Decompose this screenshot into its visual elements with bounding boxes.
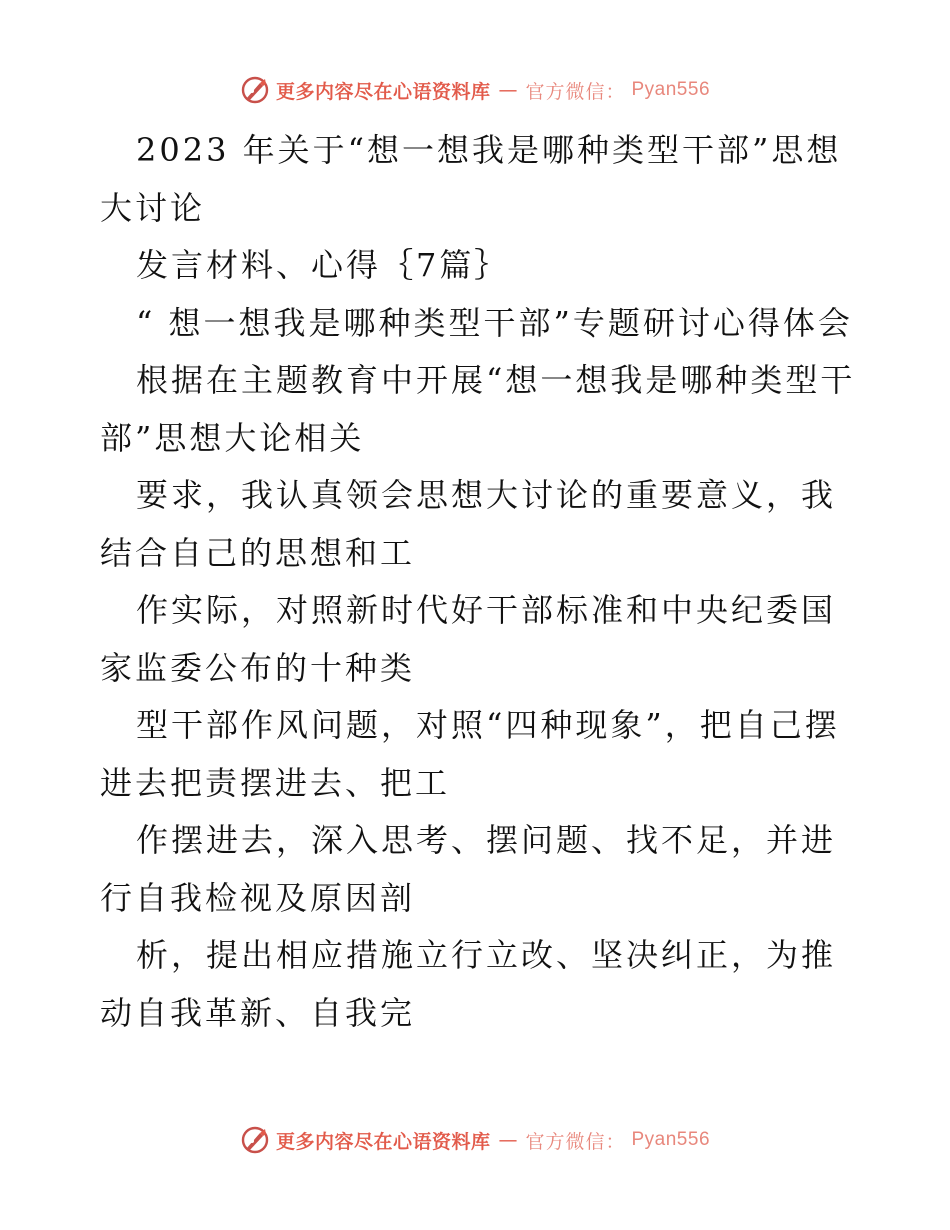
header-wechat-id: Pyan556 <box>631 79 711 100</box>
quill-pen-logo-icon <box>240 75 270 105</box>
doc-paragraph: 析，提出相应措施立行立改、坚决纠正，为推动自我革新、自我完 <box>100 936 837 1032</box>
footer-wechat-label: 官方微信： <box>525 1130 626 1153</box>
doc-paragraph: 作实际，对照新时代好干部标准和中央纪委国家监委公布的十种类 <box>100 591 837 687</box>
footer-banner <box>0 1120 950 1160</box>
footer-wechat-id: Pyan556 <box>631 1129 711 1150</box>
header-banner-inner <box>240 75 710 105</box>
doc-paragraph: 要求，我认真领会思想大讨论的重要意义，我结合自己的思想和工 <box>100 476 837 572</box>
doc-paragraph: 根据在主题教育中开展“想一想我是哪种类型干部”思想大论相关 <box>100 361 856 457</box>
doc-title-line: 2023 年关于“想一想我是哪种类型干部”思想大讨论 <box>100 131 842 227</box>
quill-pen-logo-icon <box>240 1125 270 1155</box>
doc-section-heading: “ 想一想我是哪种类型干部”专题研讨心得体会 <box>136 303 853 342</box>
header-banner <box>0 70 950 110</box>
doc-paragraph: 作摆进去，深入思考、摆问题、找不足，并进行自我检视及原因剖 <box>100 821 837 917</box>
footer-brand-text: 更多内容尽在心语资料库 <box>275 1130 491 1153</box>
doc-paragraph: 型干部作风问题，对照“四种现象”，把自己摆进去把责摆进去、把工 <box>100 706 840 802</box>
doc-subtitle-line: 发言材料、心得｛7篇｝ <box>136 246 510 284</box>
document-body <box>100 122 860 1042</box>
header-wechat-label: 官方微信： <box>525 80 626 103</box>
header-dash: — <box>498 79 518 101</box>
footer-dash: — <box>498 1129 518 1151</box>
header-brand-text: 更多内容尽在心语资料库 <box>275 80 491 103</box>
footer-banner-inner <box>240 1125 710 1155</box>
